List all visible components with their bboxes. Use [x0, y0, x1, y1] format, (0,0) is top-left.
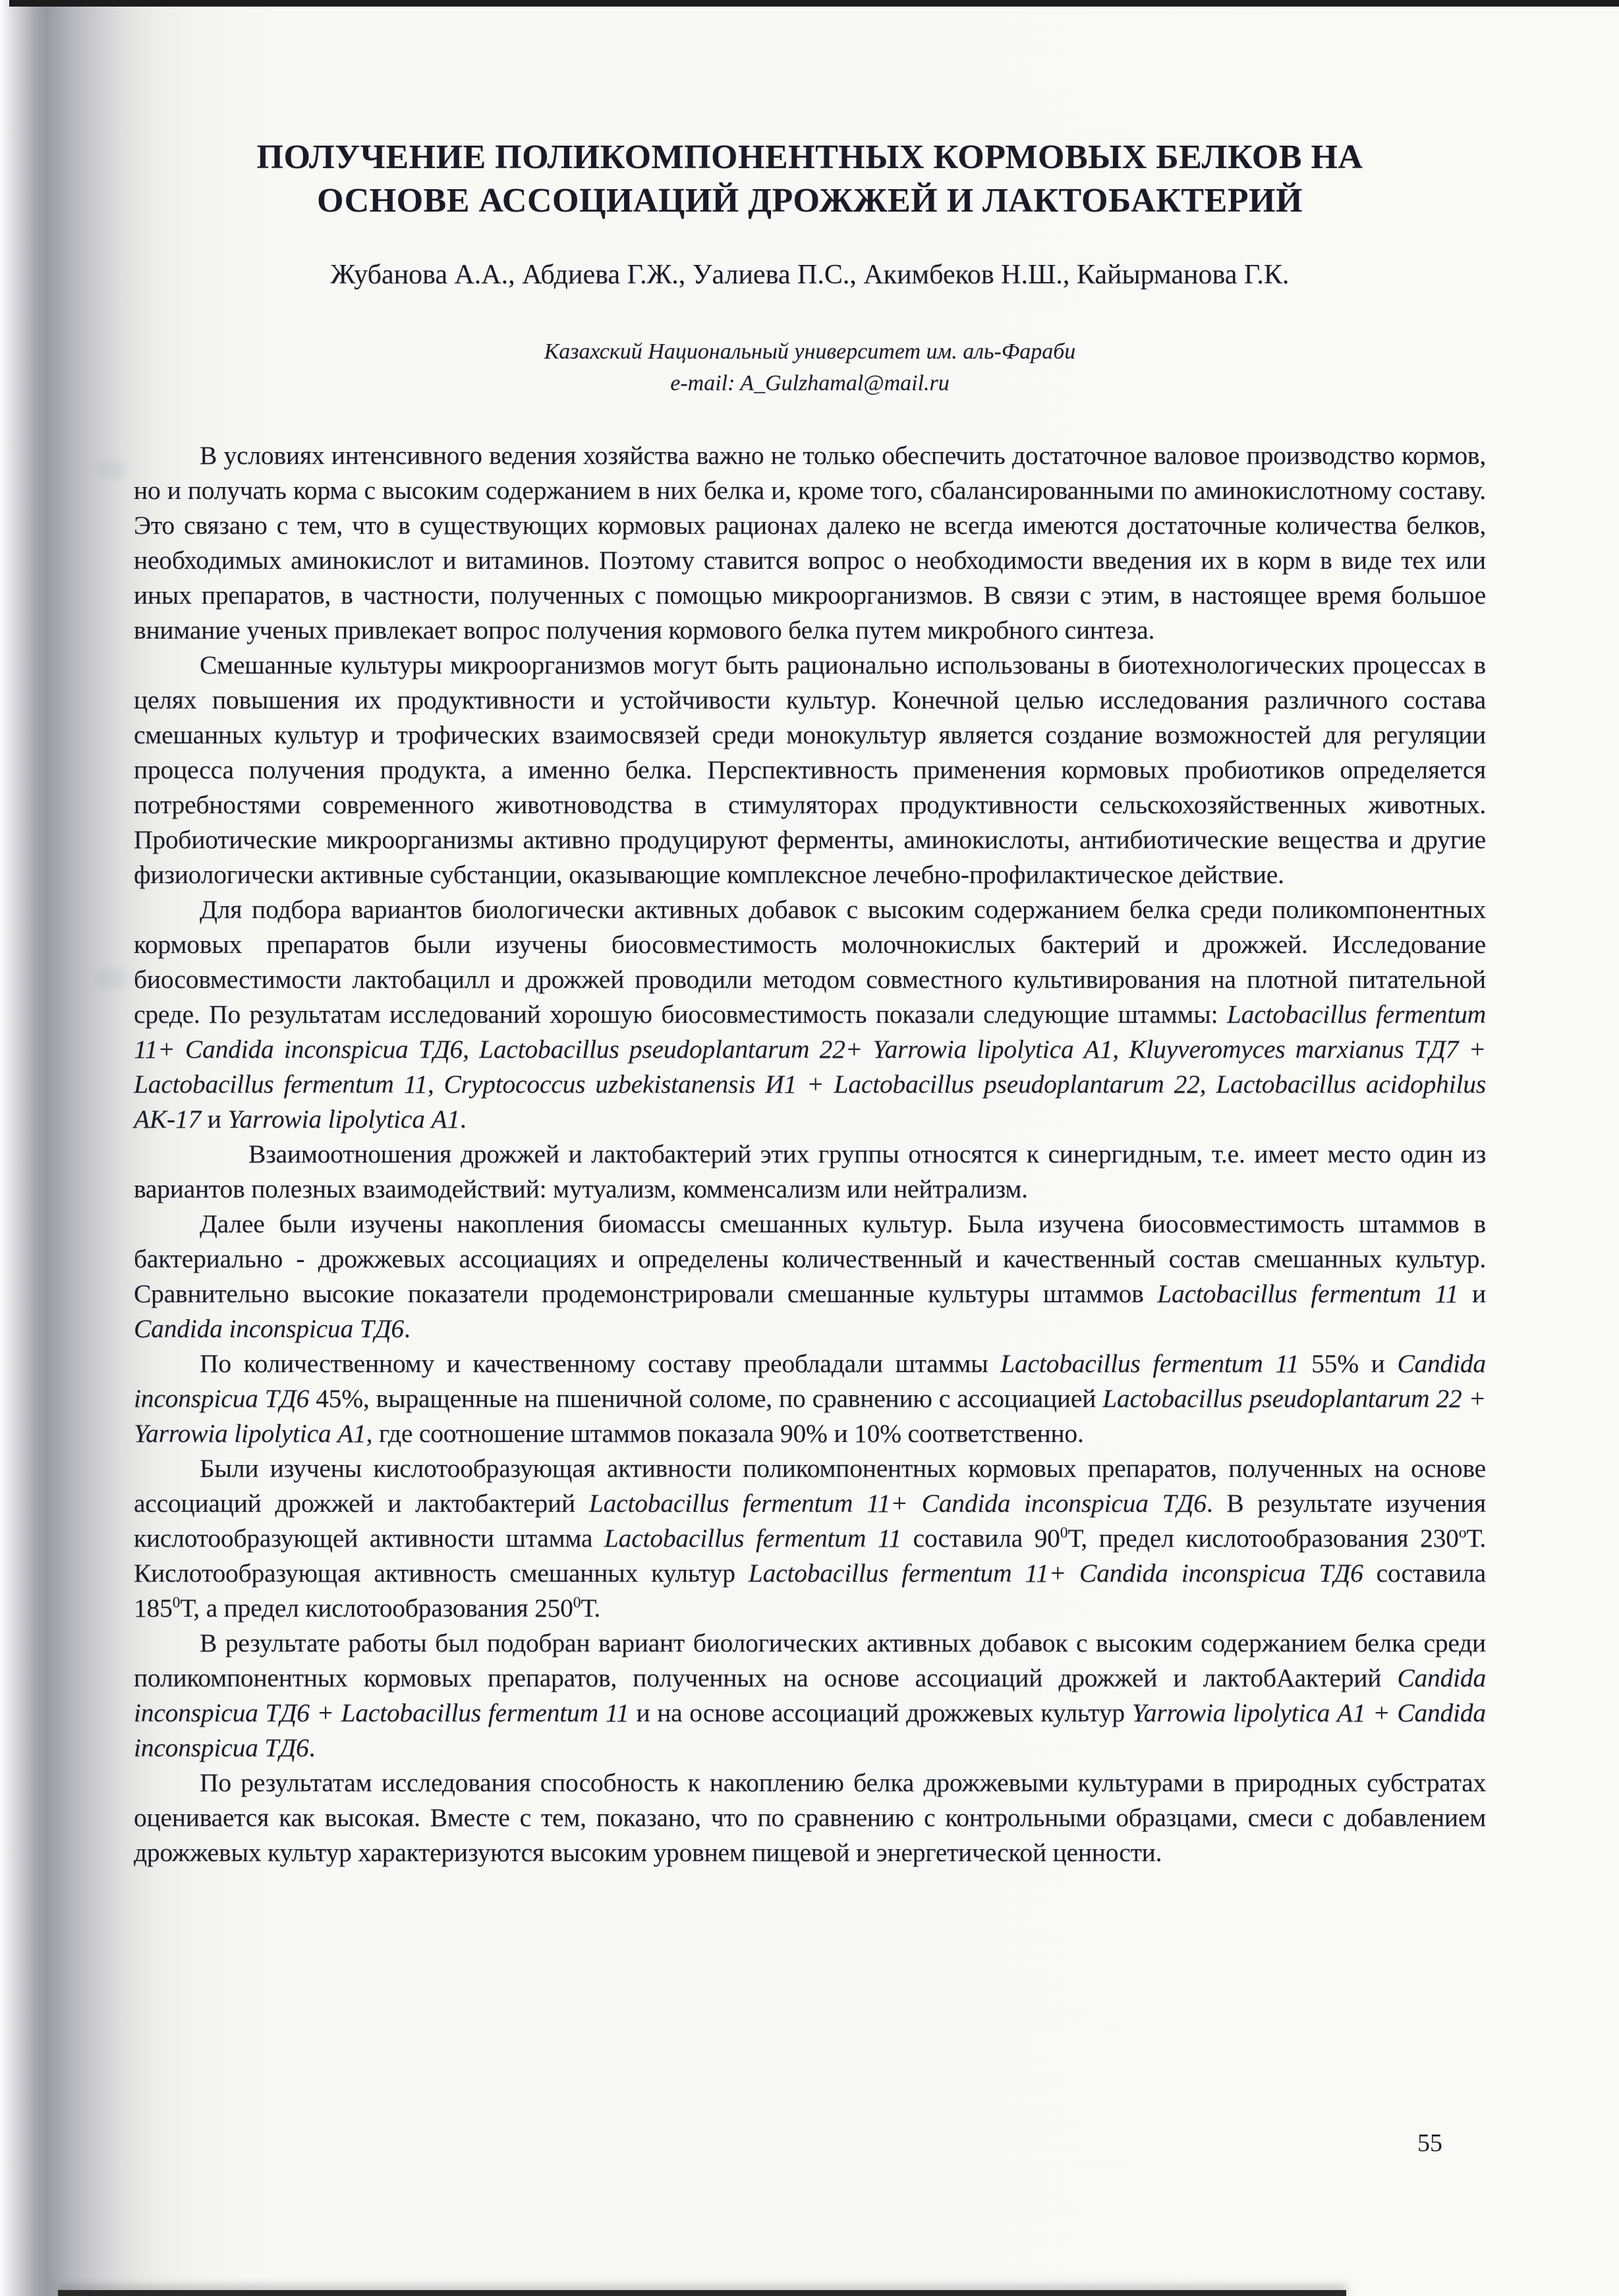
body-text [134, 438, 1486, 1870]
paragraph-2: Смешанные культуры микроорганизмов могут быть рационально использованы в биотехнологических процессах в целях повышения их продуктивности и устойчивости культур. Конечной целью исследования различного состава смешанных культур и трофических взаимосвязей среди монокультур является создание возможностей для регуляции процесса получения продукта, а именно белка. Перспективность применения кормовых пробиотиков определяется потребностями современного животноводства в стимуляторах продуктивности сельскохозяйственных животных. Пробиотические микроорганизмы активно продуцируют ферменты, аминокислоты, антибиотические вещества и другие физиологически активные субстанции, оказывающие комплексное лечебно-профилактическое действие. [134, 650, 1486, 890]
paragraph-6: По количественному и качественному составу преобладали штаммы Lactobacillus fermentum 11 55% и Candida inconspicua ТД6 45%, выращенные на пшеничной соломе, по сравнению с ассоциацией Lactobacillus pseudoplantarum 22 + Yarrowia lipolytica А1, где соотношение штаммов показала 90% и 10% соответственно. [134, 1349, 1487, 1449]
margin-smudge [96, 969, 127, 989]
affiliation-line: Казахский Национальный университет им. аль-Фараби [544, 339, 1076, 364]
authors-line: Жубанова А.А., Абдиева Г.Ж., Уалиева П.С., Акимбеков Н.Ш., Кайырманова Г.К. [330, 260, 1290, 291]
paragraph-9: По результатам исследования способность к накоплению белка дрожжевыми культурами в природных субстратах оценивается как высокая. Вместе с тем, показано, что по сравнению с контрольными образцами, смеси с добавлением дрожжевых культур характеризуются высоким уровнем пищевой и энергетической ценности. [134, 1768, 1486, 1868]
paragraph-5: Далее были изучены накопления биомассы смешанных культур. Была изучена биосовместимость штаммов в бактериально - дрожжевых ассоциациях и определены количественный и качественный состав смешанных культур. Сравнительно высокие показатели продемонстрировали смешанные культуры штаммов Lactobacillus fermentum 11 и Candida inconspicua ТД6. [134, 1209, 1486, 1344]
scan-top-edge [9, 0, 1619, 7]
paragraph-7: Были изучены кислотообразующая активности поликомпонентных кормовых препаратов, полученных на основе ассоциаций дрожжей и лактобактерий Lactobacillus fermentum 11+ Candida inconspicua ТД6. В результате изучения кислотообразующей активности штамма Lactobacillus fermentum 11 составила $90^0Т$, предел кислотообразования $230^оТ$. Кислотообразующая активность смешанных культур Lactobacillus fermentum 11+ Candida inconspicua ТД6 составила $185^0Т$, а предел кислотообразования $250^0Т$. [134, 1454, 1486, 1623]
page-number: 55 [1417, 2129, 1442, 2157]
paragraph-8: В результате работы был подобран вариант биологических активных добавок с высоким содержанием белка среди поликомпонентных кормовых препаратов, полученных на основе ассоциаций дрожжей и лактобАактерий Candida inconspicua ТД6 + Lactobacillus fermentum 11 и на основе ассоциаций дрожжевых культур Yarrowia lipolytica А1 + Candida inconspicua ТД6. [134, 1628, 1486, 1763]
paragraph-3: Для подбора вариантов биологически активных добавок с высоким содержанием белка среди поликомпонентных кормовых препаратов были изучены биосовместимость молочнокислых бактерий и дрожжей. Исследование биосовместимости лактобацилл и дрожжей проводили методом совместного культивирования на плотной питательной среде. По результатам исследований хорошую биосовместимость показали следующие штаммы: Lactobacillus fermentum 11+ Candida inconspicua ТД6, Lactobacillus pseudoplantarum 22+ Yarrowia lipolytica А1, Kluyveromyces marxianus ТД7 + Lactobacillus fermentum 11, Cryptococcus uzbekistanensis И1 + Lactobacillus pseudoplantarum 22, Lactobacillus acidophilus АК-17 и Yarrowia lipolytica А1. [134, 895, 1486, 1134]
paragraph-4: Взаимоотношения дрожжей и лактобактерий этих группы относятся к синергидным, т.е. имеет место один из вариантов полезных взаимодействий: мутуализм, комменсализм или нейтрализм. [134, 1139, 1486, 1204]
article [134, 136, 1486, 1870]
scan-bottom-edge [58, 2290, 1346, 2296]
paragraph-1: В условиях интенсивного ведения хозяйства важно не только обеспечить достаточное валовое производство кормов, но и получать корма с высоким содержанием в них белка и, кроме того, сбалансированными по аминокислотному составу. Это связано с тем, что в существующих кормовых рационах далеко не всегда имеются достаточные количества белков, необходимых аминокислот и витаминов. Поэтому ставится вопрос о необходимости введения их в корм в виде тех или иных препаратов, в частности, полученных с помощью микроорганизмов. В связи с этим, в настоящее время большое внимание ученых привлекает вопрос получения кормового белка путем микробного синтеза. [134, 441, 1486, 645]
article-title: ПОЛУЧЕНИЕ ПОЛИКОМПОНЕНТНЫХ КОРМОВЫХ БЕЛКОВ НА ОСНОВЕ АССОЦИАЦИЙ ДРОЖЖЕЙ И ЛАКТОБАКТЕРИЙ [256, 138, 1363, 219]
email-line: e-mail: A_Gulzhamal@mail.ru [670, 371, 950, 396]
margin-smudge [99, 461, 125, 478]
